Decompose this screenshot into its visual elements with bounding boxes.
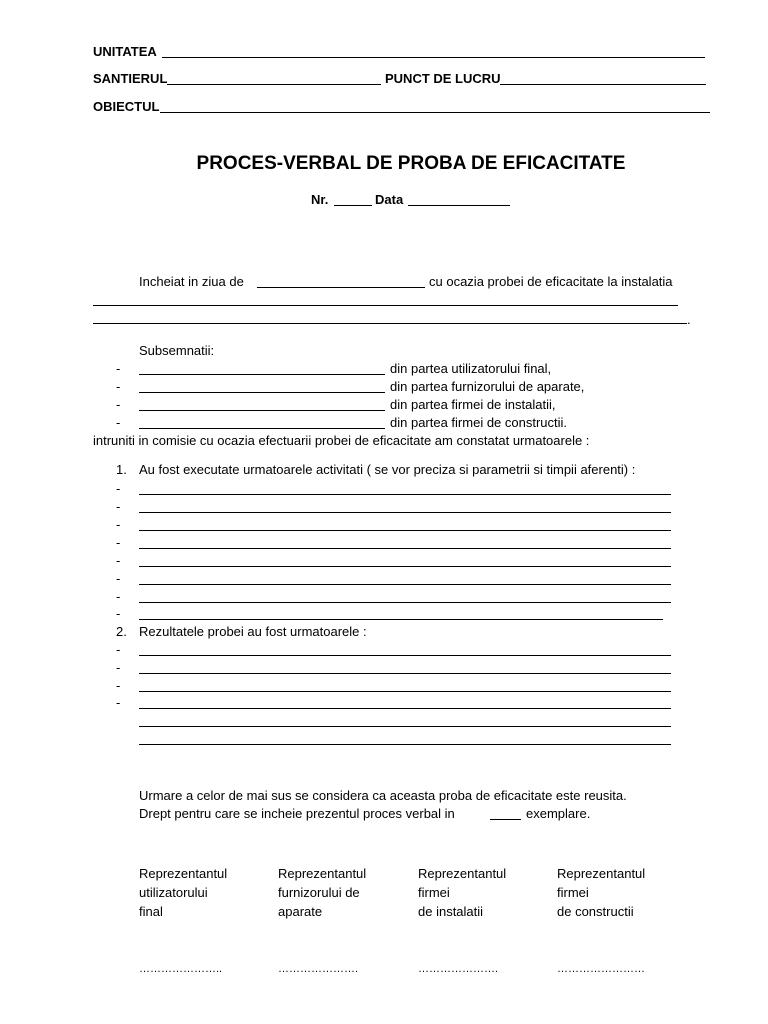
section2-text: Rezultatele probei au fost urmatoarele :: [139, 624, 367, 639]
result-line[interactable]: [139, 673, 671, 674]
signature-field-constructii[interactable]: ……………………: [557, 963, 645, 975]
result-line[interactable]: [139, 708, 671, 709]
unitatea-blank[interactable]: [162, 57, 705, 58]
nr-blank[interactable]: [334, 205, 372, 206]
result-line[interactable]: [139, 726, 671, 727]
signatory-name-blank[interactable]: [139, 392, 385, 393]
representative-furnizor: [278, 864, 366, 921]
bullet-dash: -: [116, 397, 121, 412]
rep-line-1: Reprezentantul: [418, 866, 507, 881]
rep-line-2: furnizorului de: [278, 885, 360, 900]
bullet-dash: -: [116, 660, 121, 675]
intro-part2: cu ocazia probei de eficacitate la instalatia: [429, 274, 673, 289]
intro-part1: Incheiat in ziua de: [139, 274, 244, 289]
signatory-role: din partea utilizatorului final,: [390, 361, 552, 376]
result-line[interactable]: [139, 744, 671, 745]
intro-period: .: [687, 312, 691, 327]
intro-date-blank[interactable]: [257, 287, 425, 288]
activity-line[interactable]: [139, 602, 671, 603]
rep-line-2: utilizatorului: [139, 885, 208, 900]
signatory-name-blank[interactable]: [139, 410, 385, 411]
conclusion-line-1: Urmare a celor de mai sus se considera ca aceasta proba de eficacitate este reusita.: [139, 788, 627, 803]
rep-line-1: Reprezentantul: [278, 866, 367, 881]
activity-line[interactable]: [139, 512, 671, 513]
signatory-name-blank[interactable]: [139, 428, 385, 429]
conclusion-line-2: Drept pentru care se incheie prezentul proces verbal in: [139, 806, 455, 821]
bullet-dash: -: [116, 535, 121, 550]
signature-field-utilizator[interactable]: …………………..: [139, 963, 223, 975]
rep-line-1: Reprezentantul: [557, 866, 646, 881]
rep-line-2: firmei: [557, 885, 589, 900]
signature-field-furnizor[interactable]: ………………….: [278, 963, 359, 975]
santierul-blank[interactable]: [167, 84, 381, 85]
bullet-dash: -: [116, 481, 121, 496]
bullet-dash: -: [116, 517, 121, 532]
representative-utilizator: [139, 864, 227, 921]
rep-line-1: Reprezentantul: [139, 866, 228, 881]
bullet-dash: -: [116, 379, 121, 394]
bullet-dash: -: [116, 642, 121, 657]
signature-field-instalatii[interactable]: ………………….: [418, 963, 499, 975]
data-label: Data: [375, 192, 404, 207]
section1-number: 1.: [116, 462, 127, 477]
obiectul-blank[interactable]: [160, 112, 710, 113]
activity-line[interactable]: [139, 619, 663, 620]
bullet-dash: -: [116, 678, 121, 693]
data-blank[interactable]: [408, 205, 510, 206]
rep-line-3: aparate: [278, 904, 323, 919]
bullet-dash: -: [116, 589, 121, 604]
santierul-label: SANTIERUL: [93, 71, 168, 86]
copies-count-blank[interactable]: [490, 819, 521, 820]
bullet-dash: -: [116, 695, 121, 710]
instalatia-line-1[interactable]: [93, 305, 678, 306]
activity-line[interactable]: [139, 530, 671, 531]
rep-line-3: de constructii: [557, 904, 634, 919]
result-line[interactable]: [139, 655, 671, 656]
punct-de-lucru-blank[interactable]: [500, 84, 706, 85]
punct-de-lucru-label: PUNCT DE LUCRU: [385, 71, 501, 86]
bullet-dash: -: [116, 571, 121, 586]
bullet-dash: -: [116, 361, 121, 376]
nr-label: Nr.: [311, 192, 329, 207]
subsemnatii-label: Subsemnatii:: [139, 343, 215, 358]
commission-text: intruniti in comisie cu ocazia efectuarii probei de eficacitate am constatat urmatoarele :: [93, 433, 590, 448]
signatory-role: din partea firmei de constructii.: [390, 415, 568, 430]
representative-instalatii: [418, 864, 506, 921]
rep-line-3: final: [139, 904, 163, 919]
activity-line[interactable]: [139, 494, 671, 495]
document-title: PROCES-VERBAL DE PROBA DE EFICACITATE: [196, 153, 626, 174]
activity-line[interactable]: [139, 548, 671, 549]
representative-constructii: [557, 864, 645, 921]
bullet-dash: -: [116, 553, 121, 568]
conclusion-exemplare: exemplare.: [526, 806, 591, 821]
bullet-dash: -: [116, 499, 121, 514]
section1-text: Au fost executate urmatoarele activitati ( se vor preciza si parametrii si timpii aferenti) :: [139, 462, 636, 477]
unitatea-label: UNITATEA: [93, 44, 157, 59]
activity-line[interactable]: [139, 584, 671, 585]
activity-line[interactable]: [139, 566, 671, 567]
signatory-name-blank[interactable]: [139, 374, 385, 375]
obiectul-label: OBIECTUL: [93, 99, 160, 114]
bullet-dash: -: [116, 415, 121, 430]
rep-line-3: de instalatii: [418, 904, 484, 919]
section2-number: 2.: [116, 624, 127, 639]
result-line[interactable]: [139, 691, 671, 692]
signatory-role: din partea furnizorului de aparate,: [390, 379, 585, 394]
signatory-role: din partea firmei de instalatii,: [390, 397, 556, 412]
instalatia-line-2[interactable]: [93, 323, 687, 324]
bullet-dash: -: [116, 606, 121, 621]
rep-line-2: firmei: [418, 885, 450, 900]
